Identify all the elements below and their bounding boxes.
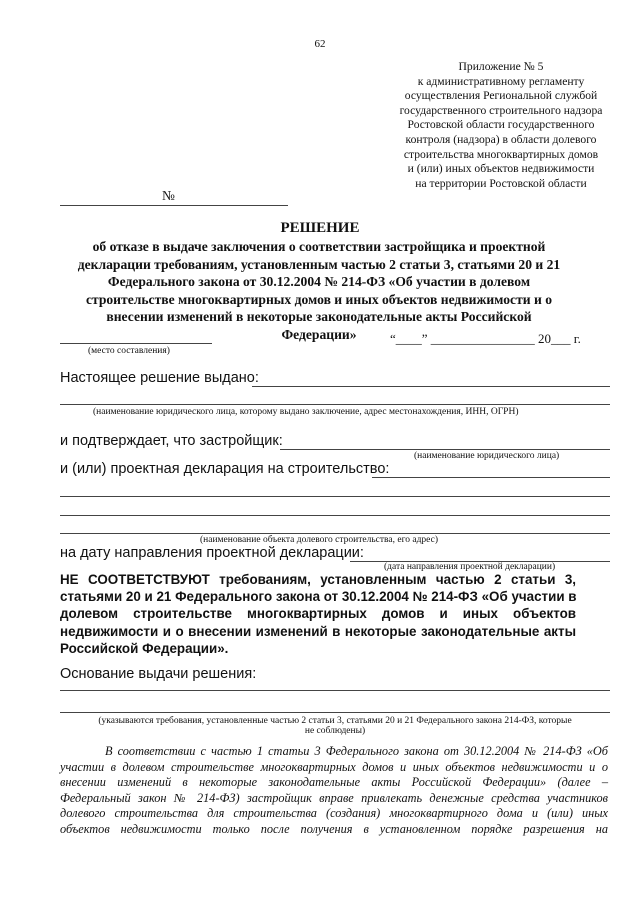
paragraph-line: объектов недвижимости только после получения в установленном порядке разрешения на <box>60 821 608 836</box>
doc-number-line[interactable] <box>60 205 288 206</box>
statement-line: недвижимости и о внесении изменений в некоторые законодательные акты <box>60 623 576 639</box>
annex-line: Приложение № 5 <box>458 60 544 73</box>
declaration-field-4[interactable] <box>60 533 610 534</box>
basis-caption-line: (указываются требования, установленные частью 2 статьи 3, статьями 20 и 21 Федерального закона 214-ФЗ, которые <box>98 716 572 726</box>
annex-line: государственного строительного надзора <box>399 103 603 117</box>
issued-to-field[interactable] <box>252 386 610 387</box>
object-caption: (наименование объекта долевого строительства, его адрес) <box>200 535 438 545</box>
date-label: на дату направления проектной декларации: <box>60 545 364 561</box>
developer-caption: (наименование юридического лица) <box>414 451 560 461</box>
doc-subtitle <box>64 238 574 344</box>
subtitle-line: декларации требованиям, установленным частью 2 статьи 3, статьями 20 и 21 <box>77 256 561 272</box>
basis-field[interactable] <box>60 690 610 691</box>
statement-line: долевом строительстве многоквартирных домов и иных объектов <box>60 606 576 622</box>
annex-line: контроля (надзора) в области долевого <box>405 132 597 146</box>
date-caption: (дата направления проектной декларации) <box>384 562 556 572</box>
declaration-field[interactable] <box>372 477 610 478</box>
annex-line: осуществления Региональной службой <box>404 89 598 103</box>
paragraph-line: участии в долевом строительстве многоквартирных домов и иных объектов недвижимости и о <box>60 759 608 774</box>
paragraph-line: долевого строительства для строительства (создания) многоквартирного дома и (или) иных <box>60 806 608 821</box>
paragraph-line: Федеральный закон № 214-ФЗ) застройщик вправе привлекать денежные средства участников <box>60 790 608 805</box>
doc-title: РЕШЕНИЕ <box>280 220 360 236</box>
subtitle-line: об отказе в выдаче заключения о соответствии застройщика и проектной <box>92 239 546 254</box>
basis-label: Основание выдачи решения: <box>60 666 257 682</box>
subtitle-line: строительстве многоквартирных домов и иных объектов недвижимости и о <box>85 291 553 307</box>
basis-caption-line: не соблюдены) <box>304 726 366 736</box>
subtitle-line: внесении изменений в некоторые законодательные акты Российской <box>106 309 532 325</box>
statement-line: НЕ СООТВЕТСТВУЮТ требованиям, установленным частью 2 статьи 3, <box>60 572 576 587</box>
annex-header <box>370 60 632 191</box>
declaration-field-2[interactable] <box>60 496 610 497</box>
subtitle-line: Федерации» <box>281 326 357 342</box>
issued-to-label: Настоящее решение выдано: <box>60 370 259 386</box>
place-caption: (место составления) <box>88 346 170 356</box>
non-compliance-statement <box>60 571 576 657</box>
paragraph-line: В соответствии с частью 1 статьи 3 Федерального закона от 30.12.2004 № 214-ФЗ «Об <box>105 744 608 758</box>
page-number: 62 <box>314 38 326 50</box>
subtitle-line: Федерального закона от 30.12.2004 № 214-ФЗ «Об участии в долевом <box>107 274 531 290</box>
issued-to-field-2[interactable] <box>60 404 610 405</box>
date-line: “____” ________________ 20___ г. <box>390 331 581 346</box>
statement-line: Российской Федерации». <box>60 640 229 656</box>
issued-to-caption: (наименование юридического лица, которому выдано заключение, адрес местонахождения, ИНН, ОГРН) <box>93 407 519 417</box>
declaration-field-3[interactable] <box>60 515 610 516</box>
statement-line: статьями 20 и 21 Федерального закона от 30.12.2004 № 214-ФЗ «Об участии в <box>60 589 577 605</box>
developer-field[interactable] <box>280 449 610 450</box>
paragraph-line: внесении изменений в некоторые законодательные акты Российской Федерации» (далее – <box>60 775 608 790</box>
basis-caption <box>60 716 610 736</box>
legal-paragraph <box>60 744 608 838</box>
annex-line: Ростовской области государственного <box>407 118 595 132</box>
declaration-label: и (или) проектная декларация на строительство: <box>60 461 390 477</box>
place-field[interactable] <box>60 343 212 344</box>
basis-field-2[interactable] <box>60 712 610 713</box>
annex-line: строительства многоквартирных домов <box>403 147 599 161</box>
annex-line: и (или) иных объектов недвижимости <box>407 162 595 176</box>
doc-number-sign: № <box>162 188 175 203</box>
annex-line: на территории Ростовской области <box>415 176 587 190</box>
annex-line: к административному регламенту <box>417 74 585 88</box>
confirms-label: и подтверждает, что застройщик: <box>60 433 283 449</box>
